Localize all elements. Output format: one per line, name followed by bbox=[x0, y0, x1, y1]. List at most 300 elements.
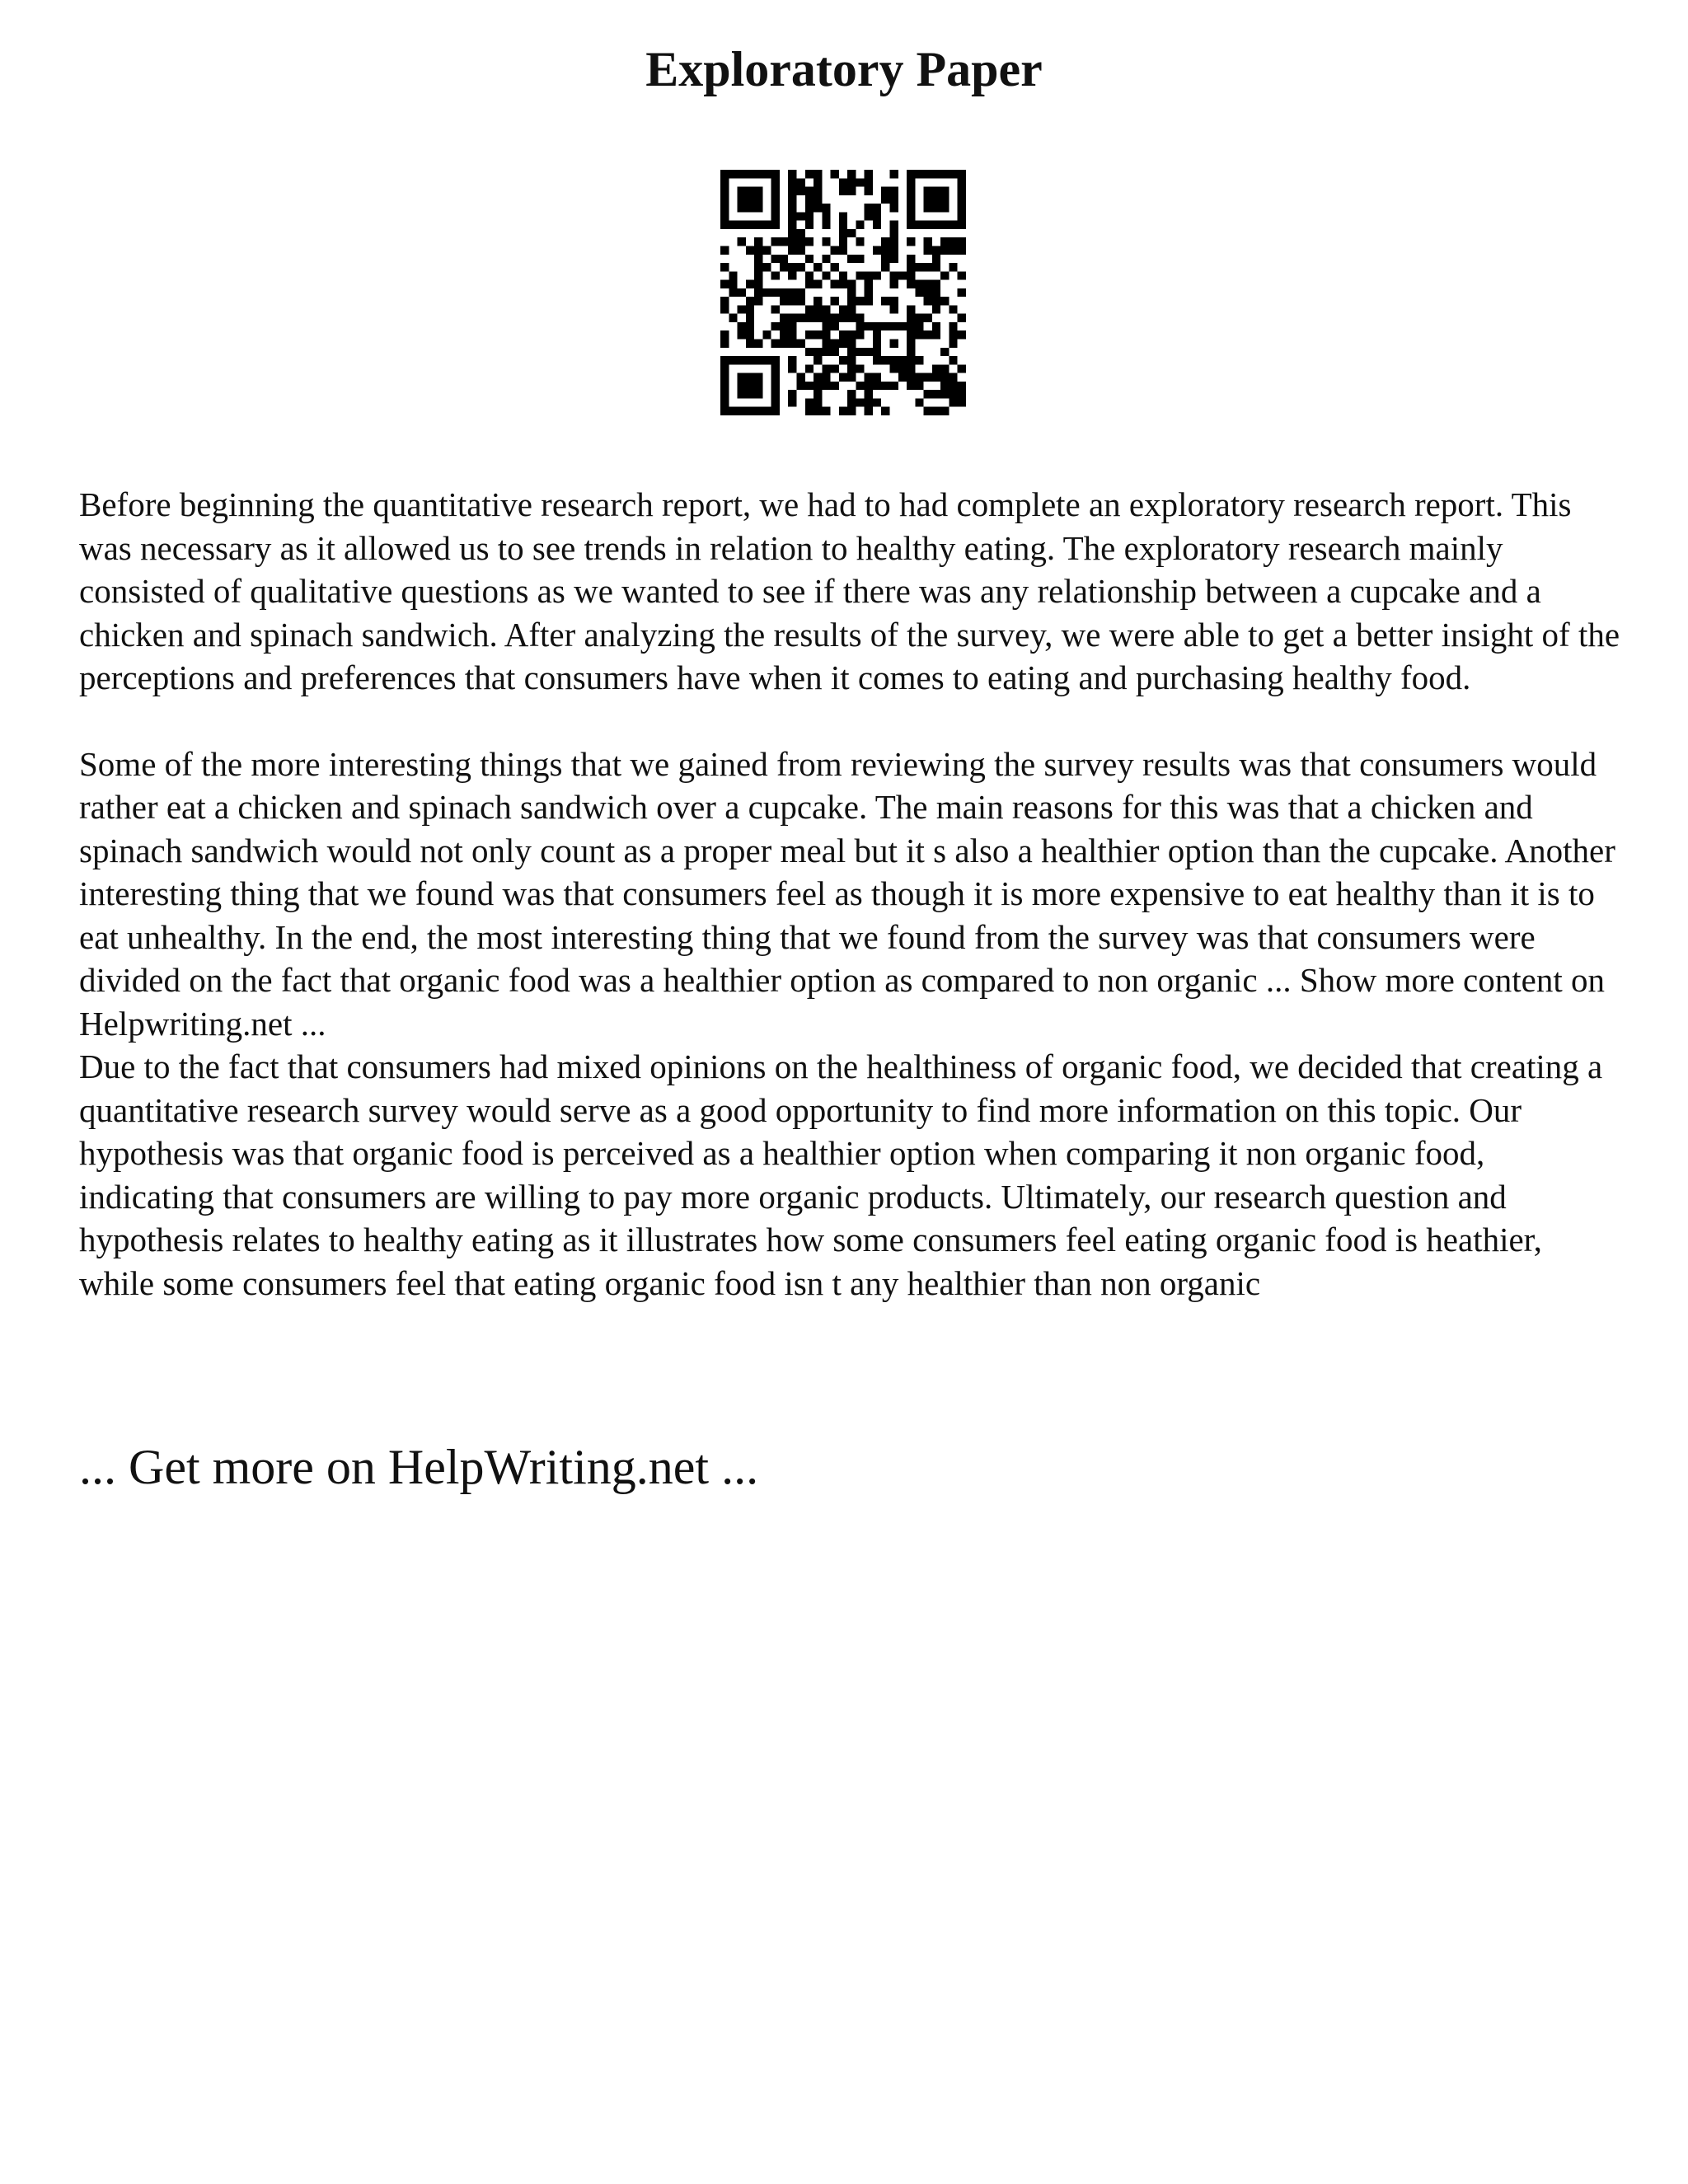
qr-module bbox=[958, 364, 966, 373]
qr-module bbox=[771, 187, 780, 195]
qr-module bbox=[949, 340, 957, 348]
qr-module bbox=[788, 187, 796, 195]
qr-module bbox=[771, 178, 780, 186]
qr-module bbox=[754, 297, 762, 305]
qr-module bbox=[720, 178, 729, 186]
qr-module bbox=[898, 271, 907, 279]
qr-module bbox=[932, 280, 940, 288]
qr-module bbox=[814, 263, 822, 271]
qr-module bbox=[924, 314, 932, 322]
qr-module bbox=[873, 330, 881, 339]
qr-module bbox=[847, 364, 856, 373]
qr-module bbox=[746, 373, 754, 382]
qr-module bbox=[788, 297, 796, 305]
qr-module bbox=[940, 221, 949, 229]
qr-module bbox=[762, 170, 771, 178]
qr-module bbox=[847, 340, 856, 348]
qr-module bbox=[958, 237, 966, 246]
qr-module bbox=[932, 322, 940, 330]
qr-module bbox=[762, 288, 771, 297]
qr-module bbox=[831, 364, 839, 373]
qr-module bbox=[771, 221, 780, 229]
qr-module bbox=[738, 373, 746, 382]
qr-module bbox=[881, 255, 889, 263]
qr-module bbox=[805, 280, 814, 288]
qr-module bbox=[915, 330, 923, 339]
qr-module bbox=[847, 170, 856, 178]
qr-module bbox=[856, 398, 864, 406]
qr-module bbox=[865, 390, 873, 398]
paragraph-findings: Some of the more interesting things that we gained from reviewing the survey results was that consumers would rather eat a chicken and spinach sandwich over a cupcake. The main reasons for this was that a chicken and spinach sandwich would not only count as a proper meal but it s also a healthier option than the cupcake. Another interesting thing that we found was that consumers feel as though it is more expensive to eat healthy than it is to eat unhealthy. In the end, the most interesting thing that we found from the survey was that consumers were divided on the fact that organic food was a healthier option as compared to non organic ... Show more content on Helpwriting.net ... bbox=[79, 744, 1615, 1043]
qr-module bbox=[940, 170, 949, 178]
qr-module bbox=[831, 340, 839, 348]
qr-module bbox=[881, 246, 889, 254]
qr-module bbox=[720, 305, 729, 313]
page-title: Exploratory Paper bbox=[645, 42, 1043, 96]
qr-module bbox=[907, 271, 915, 279]
qr-module bbox=[720, 356, 729, 364]
qr-module bbox=[814, 398, 822, 406]
qr-module bbox=[915, 398, 923, 406]
qr-module bbox=[907, 314, 915, 322]
qr-module bbox=[780, 297, 788, 305]
qr-module bbox=[720, 195, 729, 204]
qr-module bbox=[746, 246, 754, 254]
qr-module bbox=[940, 187, 949, 195]
qr-module bbox=[924, 204, 932, 212]
qr-module bbox=[907, 364, 915, 373]
qr-module bbox=[958, 221, 966, 229]
qr-module bbox=[839, 407, 847, 415]
document-body bbox=[79, 483, 1620, 1305]
qr-module bbox=[839, 305, 847, 313]
qr-module bbox=[907, 187, 915, 195]
qr-module bbox=[788, 390, 796, 398]
qr-module bbox=[822, 237, 830, 246]
qr-module bbox=[729, 280, 737, 288]
qr-module bbox=[720, 398, 729, 406]
qr-module bbox=[720, 297, 729, 305]
qr-module bbox=[788, 212, 796, 220]
qr-module bbox=[856, 330, 864, 339]
qr-module bbox=[814, 187, 822, 195]
qr-module bbox=[822, 314, 830, 322]
qr-module bbox=[924, 407, 932, 415]
qr-module bbox=[958, 178, 966, 186]
qr-module bbox=[814, 204, 822, 212]
qr-module bbox=[873, 382, 881, 390]
qr-module bbox=[932, 221, 940, 229]
qr-module bbox=[907, 204, 915, 212]
qr-module bbox=[949, 237, 957, 246]
qr-module bbox=[822, 348, 830, 356]
qr-module bbox=[915, 280, 923, 288]
qr-module bbox=[907, 382, 915, 390]
qr-module bbox=[924, 187, 932, 195]
qr-module bbox=[805, 255, 814, 263]
qr-module bbox=[924, 280, 932, 288]
qr-module bbox=[890, 187, 898, 195]
qr-module bbox=[924, 195, 932, 204]
qr-module bbox=[890, 297, 898, 305]
qr-module bbox=[796, 237, 804, 246]
qr-module bbox=[822, 271, 830, 279]
qr-module bbox=[780, 340, 788, 348]
qr-module bbox=[932, 246, 940, 254]
qr-module bbox=[814, 297, 822, 305]
qr-module bbox=[940, 348, 949, 356]
qr-module bbox=[856, 178, 864, 186]
qr-module bbox=[746, 340, 754, 348]
qr-module bbox=[822, 407, 830, 415]
qr-module bbox=[771, 288, 780, 297]
qr-module bbox=[898, 322, 907, 330]
qr-module bbox=[958, 271, 966, 279]
qr-module bbox=[788, 314, 796, 322]
qr-module bbox=[949, 398, 957, 406]
qr-module bbox=[890, 221, 898, 229]
qr-module bbox=[771, 322, 780, 330]
qr-module bbox=[907, 305, 915, 313]
qr-module bbox=[831, 246, 839, 254]
qr-module bbox=[788, 221, 796, 229]
qr-module bbox=[873, 204, 881, 212]
qr-module bbox=[771, 340, 780, 348]
qr-module bbox=[856, 382, 864, 390]
qr-module bbox=[720, 204, 729, 212]
qr-module bbox=[796, 382, 804, 390]
qr-module bbox=[738, 288, 746, 297]
qr-module bbox=[771, 364, 780, 373]
qr-module bbox=[738, 204, 746, 212]
qr-module bbox=[788, 204, 796, 212]
qr-module bbox=[796, 263, 804, 271]
qr-module bbox=[831, 382, 839, 390]
paragraph-spacer bbox=[79, 700, 1620, 743]
qr-module bbox=[924, 246, 932, 254]
qr-module bbox=[890, 382, 898, 390]
qr-module bbox=[940, 246, 949, 254]
qr-module bbox=[890, 246, 898, 254]
qr-module bbox=[940, 271, 949, 279]
qr-module bbox=[822, 212, 830, 220]
qr-module bbox=[924, 288, 932, 297]
qr-module bbox=[738, 187, 746, 195]
qr-module bbox=[907, 255, 915, 263]
qr-module bbox=[949, 390, 957, 398]
get-more-link[interactable]: ... Get more on HelpWriting.net ... bbox=[79, 1440, 759, 1494]
qr-module bbox=[780, 330, 788, 339]
qr-module bbox=[958, 288, 966, 297]
qr-module bbox=[720, 382, 729, 390]
qr-module bbox=[924, 297, 932, 305]
qr-module bbox=[907, 373, 915, 382]
qr-module bbox=[890, 195, 898, 204]
qr-module bbox=[822, 340, 830, 348]
qr-module bbox=[924, 390, 932, 398]
qr-module bbox=[865, 382, 873, 390]
qr-module bbox=[754, 187, 762, 195]
qr-module bbox=[958, 330, 966, 339]
qr-module bbox=[814, 170, 822, 178]
qr-module bbox=[762, 246, 771, 254]
qr-module bbox=[796, 314, 804, 322]
qr-module bbox=[831, 280, 839, 288]
qr-module bbox=[746, 297, 754, 305]
qr-module bbox=[940, 373, 949, 382]
qr-module bbox=[932, 364, 940, 373]
qr-module bbox=[738, 237, 746, 246]
qr-module bbox=[831, 322, 839, 330]
qr-module bbox=[932, 170, 940, 178]
qr-module bbox=[907, 263, 915, 271]
qr-module bbox=[729, 356, 737, 364]
qr-module bbox=[873, 348, 881, 356]
qr-module bbox=[847, 229, 856, 237]
qr-module bbox=[771, 271, 780, 279]
qr-module bbox=[788, 170, 796, 178]
qr-module bbox=[754, 280, 762, 288]
qr-module bbox=[873, 246, 881, 254]
qr-module bbox=[720, 170, 729, 178]
qr-module bbox=[771, 373, 780, 382]
qr-module bbox=[915, 221, 923, 229]
qr-module bbox=[924, 170, 932, 178]
qr-module bbox=[746, 390, 754, 398]
qr-module bbox=[865, 271, 873, 279]
qr-module bbox=[754, 221, 762, 229]
qr-module bbox=[924, 263, 932, 271]
qr-module bbox=[865, 322, 873, 330]
qr-module bbox=[856, 237, 864, 246]
qr-module bbox=[881, 356, 889, 364]
qr-module bbox=[915, 314, 923, 322]
qr-module bbox=[898, 356, 907, 364]
qr-module bbox=[796, 340, 804, 348]
qr-module bbox=[932, 187, 940, 195]
qr-module bbox=[796, 187, 804, 195]
qr-module bbox=[814, 314, 822, 322]
qr-module bbox=[865, 288, 873, 297]
qr-module bbox=[746, 322, 754, 330]
paragraph-hypothesis: Due to the fact that consumers had mixed opinions on the healthiness of organic food, we decided that creating a quantitative research survey would serve as a good opportunity to find more information on this topic. Our hypothesis was that organic food is perceived as a healthier option when comparing it non organic food, indicating that consumers are willing to pay more organic products. Ultimately, our research question and hypothesis relates to healthy eating as it illustrates how some consumers feel eating organic food is heathier, while some consumers feel that eating organic food isn t any healthier than non organic bbox=[79, 1047, 1603, 1302]
qr-module bbox=[873, 212, 881, 220]
qr-module bbox=[738, 195, 746, 204]
qr-module bbox=[771, 170, 780, 178]
qr-module bbox=[949, 305, 957, 313]
qr-module bbox=[720, 221, 729, 229]
qr-module bbox=[822, 255, 830, 263]
qr-module bbox=[907, 280, 915, 288]
qr-module bbox=[780, 263, 788, 271]
qr-module bbox=[932, 255, 940, 263]
qr-module bbox=[720, 373, 729, 382]
qr-module bbox=[881, 195, 889, 204]
qr-module bbox=[949, 246, 957, 254]
qr-module bbox=[788, 322, 796, 330]
qr-module bbox=[873, 398, 881, 406]
qr-module bbox=[738, 305, 746, 313]
qr-module bbox=[746, 314, 754, 322]
qr-module bbox=[839, 314, 847, 322]
qr-module bbox=[949, 170, 957, 178]
qr-module bbox=[847, 356, 856, 364]
qr-module bbox=[771, 305, 780, 313]
qr-module bbox=[907, 237, 915, 246]
qr-module bbox=[839, 330, 847, 339]
qr-module bbox=[873, 221, 881, 229]
qr-module bbox=[949, 322, 957, 330]
qr-code-icon bbox=[720, 170, 966, 415]
qr-module bbox=[847, 305, 856, 313]
qr-module bbox=[915, 356, 923, 364]
qr-module bbox=[771, 356, 780, 364]
qr-module bbox=[847, 398, 856, 406]
qr-module bbox=[771, 390, 780, 398]
qr-module bbox=[932, 373, 940, 382]
qr-module bbox=[746, 187, 754, 195]
qr-module bbox=[949, 382, 957, 390]
qr-module bbox=[738, 407, 746, 415]
qr-module bbox=[847, 178, 856, 186]
qr-module bbox=[865, 297, 873, 305]
qr-module bbox=[738, 390, 746, 398]
qr-module bbox=[805, 212, 814, 220]
qr-module bbox=[771, 195, 780, 204]
qr-module bbox=[780, 288, 788, 297]
qr-module bbox=[940, 364, 949, 373]
qr-module bbox=[907, 212, 915, 220]
qr-module bbox=[796, 288, 804, 297]
qr-module bbox=[796, 229, 804, 237]
qr-module bbox=[720, 246, 729, 254]
qr-module bbox=[958, 195, 966, 204]
qr-module bbox=[780, 322, 788, 330]
qr-module bbox=[796, 297, 804, 305]
qr-module bbox=[856, 255, 864, 263]
qr-module bbox=[898, 364, 907, 373]
qr-module bbox=[805, 398, 814, 406]
qr-module bbox=[720, 263, 729, 271]
qr-module bbox=[754, 382, 762, 390]
qr-module bbox=[788, 195, 796, 204]
qr-module bbox=[805, 170, 814, 178]
qr-module bbox=[754, 340, 762, 348]
qr-module bbox=[873, 271, 881, 279]
qr-module bbox=[924, 373, 932, 382]
qr-module bbox=[754, 255, 762, 263]
qr-module bbox=[746, 221, 754, 229]
qr-module bbox=[788, 340, 796, 348]
qr-module bbox=[839, 178, 847, 186]
qr-module bbox=[814, 390, 822, 398]
qr-module bbox=[746, 382, 754, 390]
qr-module bbox=[932, 305, 940, 313]
qr-module bbox=[940, 195, 949, 204]
qr-module bbox=[958, 398, 966, 406]
qr-module bbox=[788, 398, 796, 406]
qr-module bbox=[796, 246, 804, 254]
qr-module bbox=[762, 221, 771, 229]
qr-module bbox=[839, 229, 847, 237]
qr-module bbox=[822, 305, 830, 313]
qr-module bbox=[762, 356, 771, 364]
qr-module bbox=[738, 382, 746, 390]
qr-module bbox=[771, 255, 780, 263]
qr-module bbox=[805, 382, 814, 390]
qr-module bbox=[865, 178, 873, 186]
qr-module bbox=[780, 255, 788, 263]
qr-module bbox=[873, 373, 881, 382]
qr-module bbox=[822, 373, 830, 382]
qr-module bbox=[932, 288, 940, 297]
qr-module bbox=[847, 348, 856, 356]
qr-module bbox=[932, 195, 940, 204]
qr-module bbox=[805, 271, 814, 279]
qr-module bbox=[814, 280, 822, 288]
qr-module bbox=[907, 348, 915, 356]
qr-module bbox=[729, 271, 737, 279]
qr-module bbox=[932, 330, 940, 339]
qr-module bbox=[898, 373, 907, 382]
qr-module bbox=[932, 263, 940, 271]
qr-module bbox=[881, 263, 889, 271]
qr-module bbox=[890, 322, 898, 330]
qr-module bbox=[839, 246, 847, 254]
qr-module bbox=[805, 237, 814, 246]
qr-module bbox=[856, 364, 864, 373]
qr-module bbox=[814, 330, 822, 339]
qr-module bbox=[847, 314, 856, 322]
qr-module bbox=[805, 314, 814, 322]
qr-module bbox=[847, 373, 856, 382]
qr-module bbox=[754, 263, 762, 271]
qr-module bbox=[822, 330, 830, 339]
qr-module bbox=[805, 330, 814, 339]
qr-module bbox=[907, 195, 915, 204]
qr-module bbox=[729, 170, 737, 178]
qr-module bbox=[788, 288, 796, 297]
qr-module bbox=[720, 390, 729, 398]
qr-module bbox=[729, 314, 737, 322]
qr-module bbox=[907, 356, 915, 364]
qr-module bbox=[890, 229, 898, 237]
qr-module bbox=[958, 314, 966, 322]
qr-module bbox=[754, 407, 762, 415]
qr-module bbox=[890, 204, 898, 212]
qr-module bbox=[814, 348, 822, 356]
qr-module bbox=[754, 246, 762, 254]
qr-module bbox=[865, 187, 873, 195]
qr-module bbox=[940, 204, 949, 212]
qr-module bbox=[788, 178, 796, 186]
qr-module bbox=[796, 373, 804, 382]
qr-module bbox=[771, 212, 780, 220]
qr-module bbox=[805, 204, 814, 212]
qr-module bbox=[796, 212, 804, 220]
qr-module bbox=[822, 204, 830, 212]
qr-module bbox=[771, 398, 780, 406]
qr-module bbox=[839, 340, 847, 348]
qr-module bbox=[822, 221, 830, 229]
qr-module bbox=[881, 322, 889, 330]
qr-module bbox=[915, 288, 923, 297]
qr-module bbox=[720, 280, 729, 288]
qr-module bbox=[890, 271, 898, 279]
qr-module bbox=[907, 178, 915, 186]
qr-module bbox=[814, 305, 822, 313]
qr-module bbox=[940, 382, 949, 390]
